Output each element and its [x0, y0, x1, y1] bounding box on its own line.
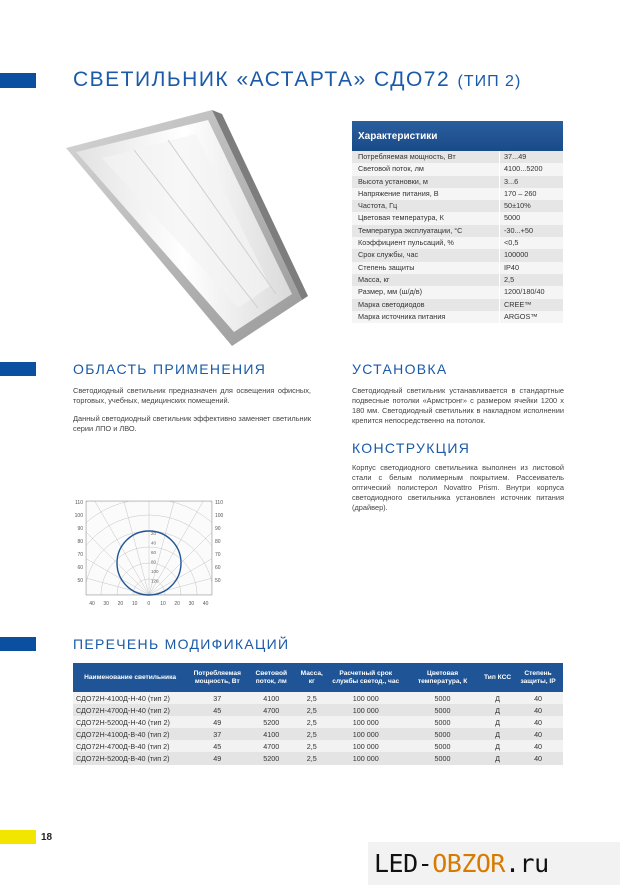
inner-scale-label: 120	[151, 578, 159, 584]
spec-label: Температура эксплуатации, °С	[352, 225, 500, 237]
light-distribution-diagram	[62, 497, 240, 609]
spec-value: <0,5	[504, 238, 519, 248]
left-scale-label: 50	[77, 578, 83, 584]
table-cell: 4100	[247, 728, 295, 740]
table-cell: СДО72Н-5200Д-Н-40 (тип 2)	[73, 716, 187, 728]
table-cell: Д	[482, 716, 513, 728]
spec-row	[352, 249, 563, 261]
bottom-scale-label: 40	[202, 601, 209, 607]
modifications-body	[73, 692, 563, 765]
spec-label: Потребляемая мощность, Вт	[352, 151, 500, 163]
bottom-scale-label: 20	[117, 601, 124, 607]
bottom-scale-label: 0	[147, 601, 151, 607]
table-cell: 5000	[403, 692, 482, 704]
spec-value: 2,5	[504, 274, 515, 284]
column-header: Потребляемая мощность, Вт	[187, 663, 247, 692]
application-accent-bar	[0, 362, 36, 376]
spec-value: 4100...5200	[504, 164, 543, 174]
table-cell: 2,5	[295, 728, 328, 740]
brand-part-2: OBZOR	[432, 849, 505, 878]
bottom-scale-label: 40	[89, 601, 95, 607]
table-cell: 100 000	[328, 752, 403, 764]
installation-text: Светодиодный светильник устанавливается в стандартные подвесные потолки «Армстронг» с размером ячейки 1200 х 180 мм. Светодиодный светильник в накладном исполнении крепится непосредственно на потолок.	[352, 386, 564, 425]
spec-row	[352, 176, 563, 188]
right-scale-label: 50	[215, 578, 221, 584]
inner-scale-label: 80	[151, 559, 157, 565]
table-cell: СДО72Н-4100Д-В-40 (тип 2)	[73, 728, 187, 740]
spec-value: 1200/180/40	[504, 287, 545, 297]
spec-value: IP40	[504, 262, 520, 272]
spec-row	[352, 163, 563, 175]
table-cell: 5000	[403, 704, 482, 716]
mask-top	[62, 497, 240, 501]
modifications-table	[73, 663, 563, 765]
table-cell: 100 000	[328, 692, 403, 704]
installation-title: УСТАНОВКА	[352, 361, 448, 377]
table-row	[73, 740, 563, 752]
left-scale-label: 100	[74, 513, 83, 519]
spec-label: Высота установки, м	[352, 176, 500, 188]
column-header: Наименование светильника	[73, 663, 187, 692]
modifications-accent-bar	[0, 637, 36, 651]
spec-label: Световой поток, лм	[352, 163, 500, 175]
table-cell: 100 000	[328, 716, 403, 728]
column-header: Цветовая температура, К	[403, 663, 482, 692]
table-cell: 49	[187, 716, 247, 728]
page-number: 18	[41, 832, 53, 843]
table-cell: 40	[513, 752, 563, 764]
table-row	[73, 704, 563, 716]
left-scale-label: 60	[77, 565, 83, 571]
table-cell: Д	[482, 704, 513, 716]
table-row	[73, 752, 563, 764]
column-header: Расчетный срок службы светод., час	[328, 663, 403, 692]
table-cell: 2,5	[295, 692, 328, 704]
table-row	[73, 728, 563, 740]
table-cell: 40	[513, 740, 563, 752]
brand-part-3: .ru	[504, 849, 549, 878]
spec-label: Марка светодиодов	[352, 299, 500, 311]
right-scale-label: 110	[215, 500, 223, 506]
spec-row	[352, 237, 563, 249]
table-cell: Д	[482, 728, 513, 740]
table-cell: 2,5	[295, 716, 328, 728]
table-row	[73, 692, 563, 704]
table-cell: 40	[513, 704, 563, 716]
modifications-title: ПЕРЕЧЕНЬ МОДИФИКАЦИЙ	[73, 636, 290, 652]
spec-row	[352, 188, 563, 200]
right-scale-label: 80	[215, 539, 221, 545]
table-cell: 5000	[403, 740, 482, 752]
table-row	[73, 716, 563, 728]
right-scale-label: 60	[215, 565, 221, 571]
table-cell: Д	[482, 740, 513, 752]
inner-scale-label: 40	[151, 540, 157, 546]
spec-row	[352, 262, 563, 274]
bottom-scale-label: 20	[174, 601, 180, 607]
table-cell: 37	[187, 692, 247, 704]
specifications-rows	[352, 151, 563, 323]
table-cell: 2,5	[295, 704, 328, 716]
page-title-main: СВЕТИЛЬНИК «АСТАРТА» СДО72	[73, 68, 451, 91]
table-cell: 5200	[247, 752, 295, 764]
spec-row	[352, 151, 563, 163]
right-scale-label: 90	[215, 526, 221, 532]
spec-row	[352, 200, 563, 212]
application-text-2: Данный светодиодный светильник эффективно заменяет светильник серии ЛПО и ЛВО.	[73, 414, 311, 433]
bottom-scale-label: 30	[103, 601, 109, 607]
inner-scale-label: 60	[151, 550, 157, 555]
table-cell: 4700	[247, 704, 295, 716]
construction-title: КОНСТРУКЦИЯ	[352, 440, 471, 456]
spec-label: Цветовая температура, К	[352, 212, 500, 224]
table-cell: СДО72Н-4100Д-Н-40 (тип 2)	[73, 692, 187, 704]
bottom-scale-label: 30	[188, 601, 195, 607]
right-scale-label: 70	[215, 552, 221, 558]
spec-value: 100000	[504, 250, 529, 260]
spec-label: Напряжение питания, В	[352, 188, 500, 200]
table-cell: 5000	[403, 728, 482, 740]
spec-row	[352, 286, 563, 298]
spec-row	[352, 274, 563, 286]
brand-watermark	[368, 842, 620, 885]
table-cell: 40	[513, 728, 563, 740]
table-cell: 100 000	[328, 728, 403, 740]
left-scale-label: 110	[75, 500, 83, 506]
table-cell: 40	[513, 716, 563, 728]
table-cell: 2,5	[295, 740, 328, 752]
footer-accent-bar	[0, 830, 36, 844]
page-title-type: (ТИП 2)	[457, 73, 522, 90]
table-cell: 5000	[403, 716, 482, 728]
spec-row	[352, 212, 563, 224]
header-accent-bar	[0, 73, 36, 88]
inner-scale-label: 20	[151, 531, 157, 536]
bottom-scale-label: 10	[160, 601, 166, 607]
column-header: Масса, кг	[295, 663, 328, 692]
table-cell: 2,5	[295, 752, 328, 764]
spec-value: 3...6	[504, 176, 519, 186]
luminaire-image	[62, 110, 332, 348]
specifications-table	[352, 121, 563, 323]
spec-row	[352, 225, 563, 237]
table-cell: 100 000	[328, 740, 403, 752]
spec-label: Частота, Гц	[352, 200, 500, 212]
table-cell: 37	[187, 728, 247, 740]
table-cell: 5000	[403, 752, 482, 764]
application-text-1: Светодиодный светильник предназначен для освещения офисных, торговых, учебных, медицинских помещений.	[73, 386, 311, 405]
bottom-scale-label: 10	[131, 601, 138, 607]
spec-value: 170 – 260	[504, 188, 537, 198]
table-cell: 45	[187, 740, 247, 752]
table-cell: СДО72Н-4700Д-В-40 (тип 2)	[73, 740, 187, 752]
spec-value: CREE™	[504, 299, 532, 309]
spec-label: Коэффициент пульсаций, %	[352, 237, 500, 249]
brand-part-1: LED-	[374, 849, 433, 878]
spec-label: Степень защиты	[352, 262, 500, 274]
table-cell: 100 000	[328, 704, 403, 716]
left-scale-label: 70	[77, 552, 83, 558]
application-title: ОБЛАСТЬ ПРИМЕНЕНИЯ	[73, 361, 267, 377]
specifications-heading: Характеристики	[352, 121, 563, 151]
spec-value: -30...+50	[504, 225, 534, 235]
spec-label: Марка источника питания	[352, 311, 500, 323]
spec-row	[352, 311, 563, 323]
spec-value: ARGOS™	[504, 311, 538, 321]
table-cell: Д	[482, 692, 513, 704]
spec-label: Масса, кг	[352, 274, 500, 286]
spec-label: Размер, мм (ш/д/в)	[352, 286, 500, 298]
table-cell: 49	[187, 752, 247, 764]
spec-row	[352, 299, 563, 311]
table-cell: СДО72Н-5200Д-В-40 (тип 2)	[73, 752, 187, 764]
table-cell: 40	[513, 692, 563, 704]
table-cell: 5200	[247, 716, 295, 728]
table-cell: 4100	[247, 692, 295, 704]
spec-value: 50±10%	[504, 201, 531, 211]
construction-text: Корпус светодиодного светильника выполнен из листовой стали с белым полимерным покрытием. Рассеиватель оптический полистерол Novattro Prism. Внутри корпуса светодиодного светильника установлен источник питания (драйвер).	[352, 463, 564, 512]
modifications-header-row	[73, 663, 563, 692]
column-header: Световой поток, лм	[247, 663, 295, 692]
column-header: Тип КСС	[482, 663, 513, 692]
left-scale-label: 90	[77, 526, 83, 532]
table-cell: 4700	[247, 740, 295, 752]
table-cell: 45	[187, 704, 247, 716]
left-scale-label: 80	[77, 539, 83, 545]
table-cell: СДО72Н-4700Д-Н-40 (тип 2)	[73, 704, 187, 716]
page-title	[73, 68, 521, 92]
column-header: Степень защиты, IP	[513, 663, 563, 692]
spec-value: 5000	[504, 213, 521, 223]
table-cell: Д	[482, 752, 513, 764]
right-scale-label: 100	[215, 513, 224, 519]
spec-label: Срок службы, час	[352, 249, 500, 261]
inner-scale-label: 100	[151, 569, 159, 574]
spec-value: 37...49	[504, 152, 527, 161]
